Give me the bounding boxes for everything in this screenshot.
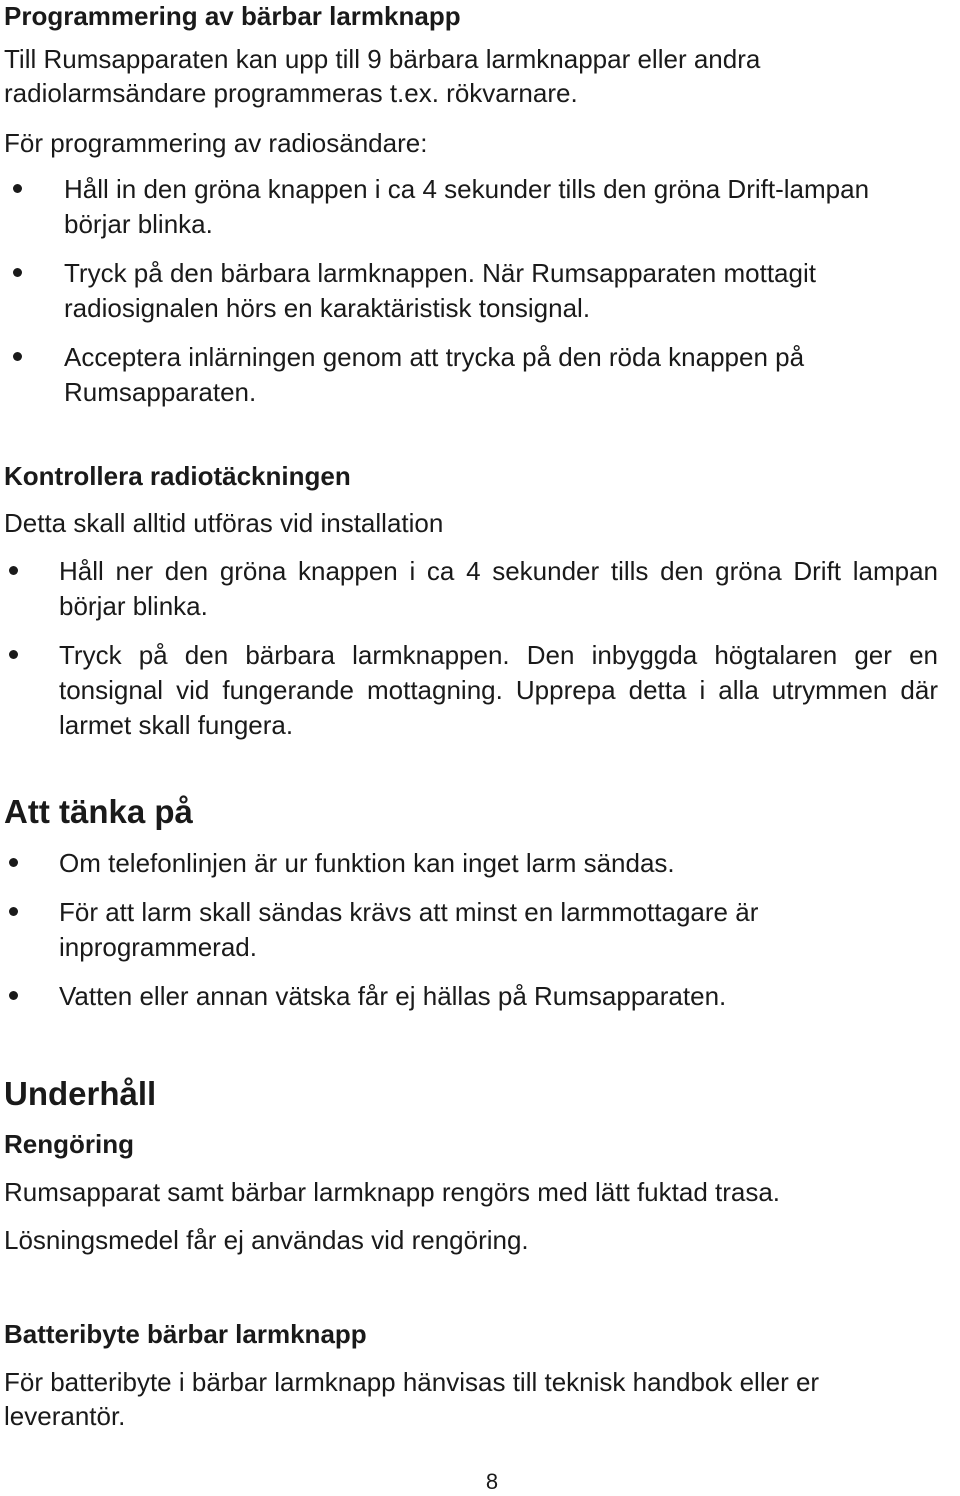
list-item-text: Tryck på den bärbara larmknappen. När Rumsapparaten mottagit radiosignalen hörs en karaktäristisk tonsignal. xyxy=(64,258,816,323)
bullet-icon xyxy=(13,184,22,193)
list-item xyxy=(64,172,938,242)
bullet-icon xyxy=(9,907,18,916)
heading-programmering: Programmering av bärbar larmknapp xyxy=(4,1,461,31)
bullet-icon xyxy=(9,991,18,1000)
bullet-icon xyxy=(9,566,18,575)
list-item xyxy=(64,256,938,326)
bullet-icon xyxy=(13,268,22,277)
list-item-text: För att larm skall sändas krävs att minst en larmmottagare är inprogrammerad. xyxy=(59,897,759,962)
programmering-intro: Till Rumsapparaten kan upp till 9 bärbara larmknappar eller andra radiolarmsändare programmeras t.ex. rökvarnare. xyxy=(4,44,761,108)
list-item-text: Acceptera inlärningen genom att trycka på den röda knappen på Rumsapparaten. xyxy=(64,342,805,407)
list-item-text: Håll in den gröna knappen i ca 4 sekunder tills den gröna Drift-lampan börjar blinka. xyxy=(64,174,870,239)
heading-att-tanka-pa: Att tänka på xyxy=(4,793,193,830)
list-item xyxy=(59,895,938,965)
list-item xyxy=(64,340,938,410)
heading-kontrollera: Kontrollera radiotäckningen xyxy=(4,461,351,491)
kontrollera-intro: Detta skall alltid utföras vid installation xyxy=(4,508,444,538)
list-item-text: Håll ner den gröna knappen i ca 4 sekunder tills den gröna Drift lampan börjar blinka. xyxy=(59,556,938,621)
heading-batteribyte: Batteribyte bärbar larmknapp xyxy=(4,1319,367,1349)
heading-underhall: Underhåll xyxy=(4,1075,157,1112)
rengoring-line: Lösningsmedel får ej användas vid rengöring. xyxy=(4,1225,529,1255)
batteribyte-text: För batteribyte i bärbar larmknapp hänvisas till teknisk handbok eller er leverantör. xyxy=(4,1367,820,1431)
list-item-text: Vatten eller annan vätska får ej hällas på Rumsapparaten. xyxy=(59,981,727,1011)
list-item-text: Tryck på den bärbara larmknappen. Den inbyggda högtalaren ger en tonsignal vid fungerande mottagning. Upprepa detta i alla utrymmen där larmet skall fungera. xyxy=(59,640,938,740)
programmering-lead: För programmering av radiosändare: xyxy=(4,128,428,158)
list-item-text: Om telefonlinjen är ur funktion kan inget larm sändas. xyxy=(59,848,675,878)
list-item xyxy=(59,638,938,743)
list-item xyxy=(59,554,938,624)
list-item xyxy=(59,979,938,1014)
page-number: 8 xyxy=(485,1469,499,1494)
bullet-icon xyxy=(9,858,18,867)
bullet-icon xyxy=(9,650,18,659)
bullet-icon xyxy=(13,352,22,361)
list-item xyxy=(59,846,938,881)
heading-rengoring: Rengöring xyxy=(4,1129,134,1159)
rengoring-line: Rumsapparat samt bärbar larmknapp rengörs med lätt fuktad trasa. xyxy=(4,1177,781,1207)
